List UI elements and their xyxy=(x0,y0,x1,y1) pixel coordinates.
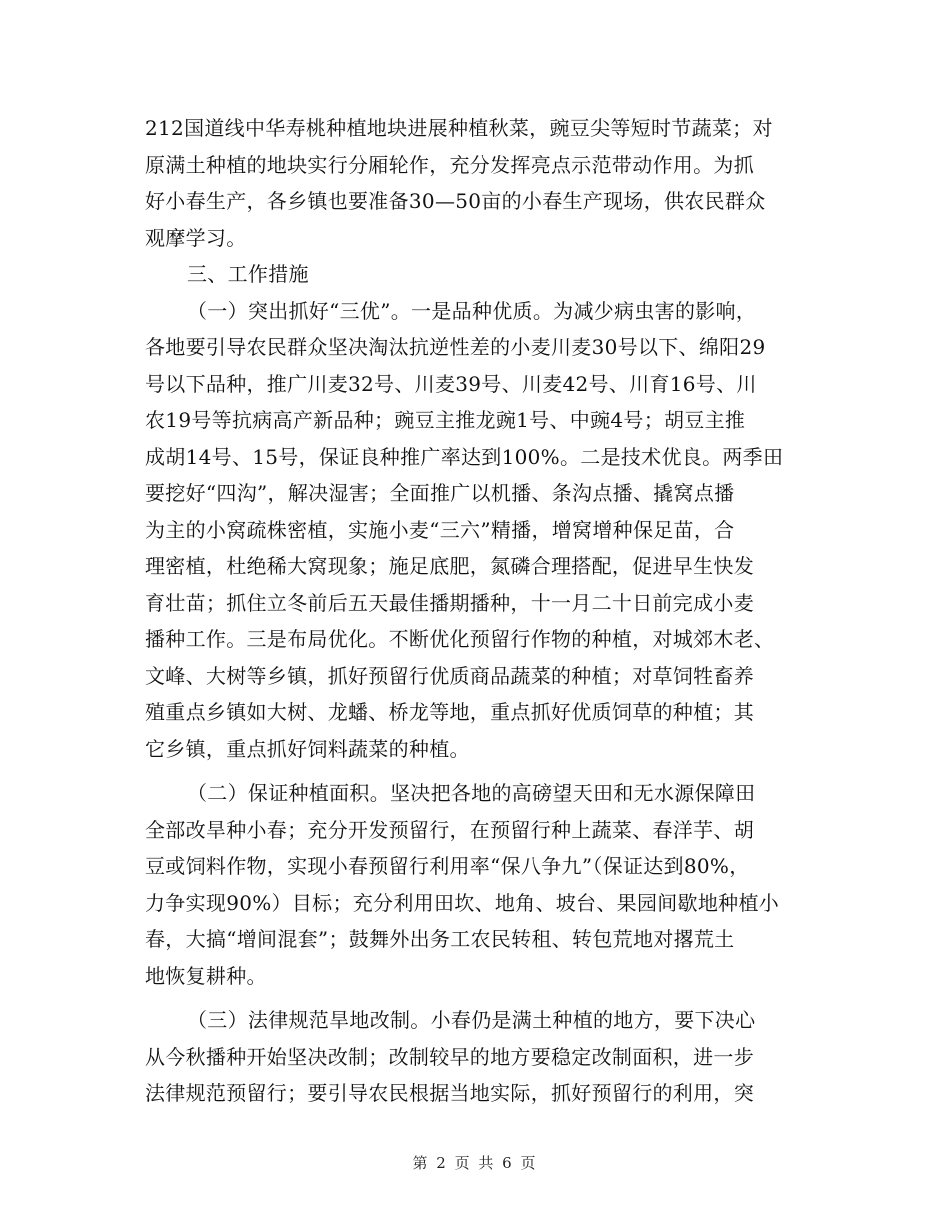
paragraph-planting-area xyxy=(145,775,810,994)
text-line: 春，大搞“增间混套”；鼓舞外出务工农民转租、转包荒地对撂荒土 xyxy=(145,927,735,951)
text-line: 成胡14号、15号，保证良种推广率达到100%。二是技术优良。两季田 xyxy=(145,444,784,469)
text-line: 力争实现90%）目标；充分利用田坎、地角、坡台、果园间歇地种植小 xyxy=(145,890,780,915)
text-line: 它乡镇，重点抓好饲料蔬菜的种植。 xyxy=(145,736,470,761)
text-line: 要挖好“四沟”，解决湿害；全面推广以机播、条沟点播、撬窝点播 xyxy=(145,481,735,505)
text-line: 原满土种植的地块实行分厢轮作，充分发挥亮点示范带动作用。为抓 xyxy=(145,152,754,177)
text-line: （二）保证种植面积。坚决把各地的高磅望天田和无水源保障田 xyxy=(187,781,756,805)
text-line: 法律规范预留行；要引导农民根据当地实际，抓好预留行的利用，突 xyxy=(145,1081,754,1105)
text-line: 豆或饲料作物，实现小春预留行利用率“保八争九”（保证达到80%， xyxy=(145,854,750,878)
text-line: 殖重点乡镇如大树、龙蟠、桥龙等地，重点抓好优质饲草的种植；其 xyxy=(145,700,754,724)
page-footer xyxy=(0,1152,950,1173)
text-line: 从今秋播种开始坚决改制；改制较早的地方要稳定改制面积，进一步 xyxy=(145,1044,754,1069)
document-body xyxy=(145,110,810,1112)
text-line: （三）法律规范旱地改制。小春仍是满土种植的地方，要下决心 xyxy=(187,1008,756,1032)
text-line: 农19号等抗病高产新品种；豌豆主推龙豌1号、中豌4号；胡豆主推 xyxy=(145,408,746,432)
text-line: 号以下品种，推广川麦32号、川麦39号、川麦42号、川育16号、川 xyxy=(145,371,757,396)
text-line: （一）突出抓好“三优”。一是品种优质。为减少病虫害的影响， xyxy=(187,298,757,323)
text-line: 212国道线中华寿桃种植地块进展种植秋菜，豌豆尖等短时节蔬菜；对 xyxy=(145,116,773,140)
paragraph-three-excellences xyxy=(145,293,810,768)
paragraph-continuation xyxy=(145,110,810,256)
text-line: 好小春生产，各乡镇也要准备30—50亩的小春生产现场，供农民群众 xyxy=(145,189,766,213)
heading-text: 三、工作措施 xyxy=(187,262,309,286)
text-line: 为主的小窝疏株密植，实施小麦“三六”精播，增窝增种保足苗，合 xyxy=(145,517,735,542)
section-heading xyxy=(145,256,810,293)
page-number-label: 第 2 页 共 6 页 xyxy=(412,1154,538,1172)
paragraph-dryland-reform xyxy=(145,1002,810,1112)
text-line: 各地要引导农民群众坚决淘汰抗逆性差的小麦川麦30号以下、绵阳29 xyxy=(145,335,766,359)
text-line: 全部改旱种小春；充分开发预留行，在预留行种上蔬菜、春洋芋、胡 xyxy=(145,817,754,842)
text-line: 播种工作。三是布局优化。不断优化预留行作物的种植，对城郊木老、 xyxy=(145,627,775,651)
text-line: 观摩学习。 xyxy=(145,225,247,250)
text-line: 文峰、大树等乡镇，抓好预留行优质商品蔬菜的种植；对草饲牲畜养 xyxy=(145,663,754,688)
text-line: 育壮苗；抓住立冬前后五天最佳播期播种，十一月二十日前完成小麦 xyxy=(145,590,754,615)
text-line: 理密植，杜绝稀大窝现象；施足底肥，氮磷合理搭配，促进早生快发 xyxy=(145,554,754,578)
text-line: 地恢复耕种。 xyxy=(145,963,267,988)
